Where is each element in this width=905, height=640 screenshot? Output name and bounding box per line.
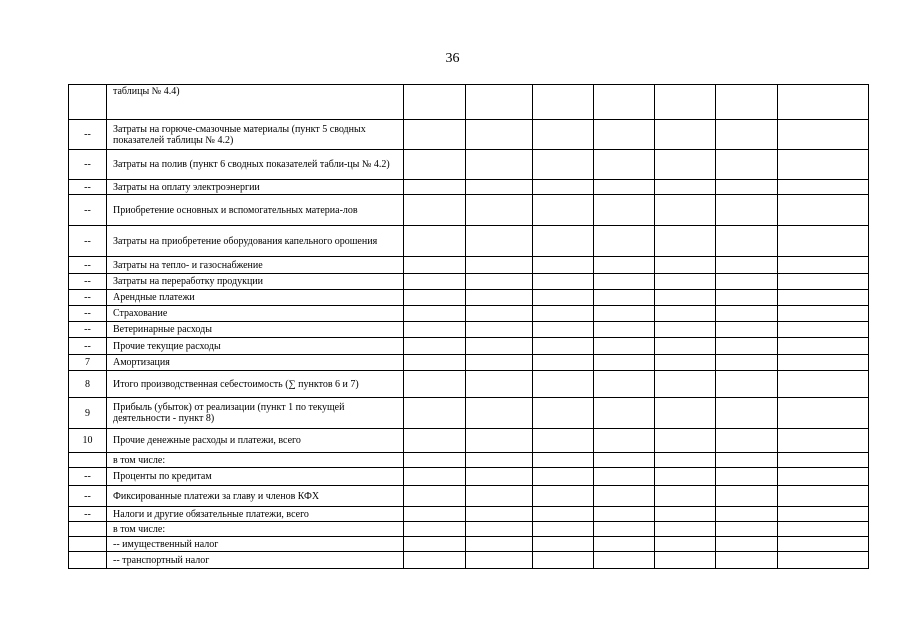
table-row <box>69 257 869 274</box>
row-number-cell: -- <box>69 120 107 150</box>
empty-value-cell <box>404 453 466 468</box>
empty-value-cell <box>655 429 716 453</box>
empty-value-cell <box>655 180 716 195</box>
row-label-cell: -- транспортный налог <box>107 552 404 569</box>
empty-value-cell <box>594 226 655 257</box>
empty-value-cell <box>404 180 466 195</box>
empty-value-cell <box>594 338 655 355</box>
empty-value-cell <box>716 274 778 290</box>
empty-value-cell <box>404 150 466 180</box>
row-number-cell: -- <box>69 180 107 195</box>
empty-value-cell <box>533 226 594 257</box>
empty-value-cell <box>466 257 533 274</box>
empty-value-cell <box>466 429 533 453</box>
empty-value-cell <box>466 552 533 569</box>
empty-value-cell <box>594 371 655 398</box>
row-label-cell: Страхование <box>107 306 404 322</box>
empty-value-cell <box>404 85 466 120</box>
empty-value-cell <box>778 180 869 195</box>
empty-value-cell <box>533 257 594 274</box>
empty-value-cell <box>533 290 594 306</box>
empty-value-cell <box>778 306 869 322</box>
empty-value-cell <box>594 453 655 468</box>
row-label-cell: Затраты на приобретение оборудования капельного орошения <box>107 226 404 257</box>
empty-value-cell <box>404 522 466 537</box>
empty-value-cell <box>778 398 869 429</box>
table-row <box>69 180 869 195</box>
empty-value-cell <box>655 322 716 338</box>
empty-value-cell <box>466 226 533 257</box>
row-number-cell <box>69 522 107 537</box>
row-number-cell: -- <box>69 195 107 226</box>
empty-value-cell <box>716 355 778 371</box>
table-row <box>69 398 869 429</box>
empty-value-cell <box>778 338 869 355</box>
empty-value-cell <box>404 507 466 522</box>
empty-value-cell <box>716 371 778 398</box>
empty-value-cell <box>404 195 466 226</box>
empty-value-cell <box>655 274 716 290</box>
empty-value-cell <box>466 398 533 429</box>
empty-value-cell <box>404 226 466 257</box>
row-label-cell: Итого производственная себестоимость (∑ пунктов 6 и 7) <box>107 371 404 398</box>
empty-value-cell <box>533 468 594 486</box>
row-label-cell: Затраты на оплату электроэнергии <box>107 180 404 195</box>
empty-value-cell <box>655 537 716 552</box>
empty-value-cell <box>594 195 655 226</box>
empty-value-cell <box>778 453 869 468</box>
empty-value-cell <box>778 552 869 569</box>
empty-value-cell <box>533 522 594 537</box>
empty-value-cell <box>404 552 466 569</box>
row-number-cell: -- <box>69 257 107 274</box>
empty-value-cell <box>466 306 533 322</box>
row-number-cell: 8 <box>69 371 107 398</box>
empty-value-cell <box>466 453 533 468</box>
empty-value-cell <box>533 306 594 322</box>
row-number-cell: -- <box>69 290 107 306</box>
empty-value-cell <box>655 507 716 522</box>
empty-value-cell <box>404 429 466 453</box>
empty-value-cell <box>404 274 466 290</box>
row-label-cell: Затраты на полив (пункт 6 сводных показателей табли-цы № 4.2) <box>107 150 404 180</box>
table-row <box>69 429 869 453</box>
row-number-cell <box>69 453 107 468</box>
empty-value-cell <box>533 338 594 355</box>
empty-value-cell <box>655 150 716 180</box>
row-label-cell: Прочие денежные расходы и платежи, всего <box>107 429 404 453</box>
empty-value-cell <box>716 120 778 150</box>
empty-value-cell <box>404 486 466 507</box>
empty-value-cell <box>594 150 655 180</box>
row-label-cell: Прибыль (убыток) от реализации (пункт 1 по текущей деятельности - пункт 8) <box>107 398 404 429</box>
empty-value-cell <box>533 429 594 453</box>
empty-value-cell <box>778 371 869 398</box>
empty-value-cell <box>778 226 869 257</box>
row-label-cell: Налоги и другие обязательные платежи, всего <box>107 507 404 522</box>
empty-value-cell <box>778 290 869 306</box>
empty-value-cell <box>466 195 533 226</box>
empty-value-cell <box>716 537 778 552</box>
empty-value-cell <box>533 486 594 507</box>
empty-value-cell <box>533 507 594 522</box>
table-row <box>69 537 869 552</box>
empty-value-cell <box>404 338 466 355</box>
row-label-cell: Арендные платежи <box>107 290 404 306</box>
empty-value-cell <box>404 322 466 338</box>
table-row <box>69 355 869 371</box>
empty-value-cell <box>716 507 778 522</box>
empty-value-cell <box>716 398 778 429</box>
row-number-cell: -- <box>69 468 107 486</box>
empty-value-cell <box>533 552 594 569</box>
row-number-cell <box>69 537 107 552</box>
table-row <box>69 522 869 537</box>
row-label-cell: в том числе: <box>107 453 404 468</box>
empty-value-cell <box>466 150 533 180</box>
empty-value-cell <box>533 195 594 226</box>
row-label-cell: Прочие текущие расходы <box>107 338 404 355</box>
empty-value-cell <box>533 180 594 195</box>
row-number-cell: -- <box>69 507 107 522</box>
empty-value-cell <box>655 290 716 306</box>
empty-value-cell <box>533 537 594 552</box>
empty-value-cell <box>716 552 778 569</box>
empty-value-cell <box>404 290 466 306</box>
empty-value-cell <box>716 226 778 257</box>
empty-value-cell <box>716 486 778 507</box>
empty-value-cell <box>655 195 716 226</box>
empty-value-cell <box>778 257 869 274</box>
empty-value-cell <box>716 257 778 274</box>
empty-value-cell <box>778 522 869 537</box>
empty-value-cell <box>594 537 655 552</box>
empty-value-cell <box>594 257 655 274</box>
empty-value-cell <box>466 120 533 150</box>
table-row <box>69 150 869 180</box>
empty-value-cell <box>466 371 533 398</box>
table-row <box>69 195 869 226</box>
empty-value-cell <box>716 306 778 322</box>
row-number-cell: -- <box>69 226 107 257</box>
empty-value-cell <box>716 290 778 306</box>
table-row <box>69 226 869 257</box>
empty-value-cell <box>655 453 716 468</box>
empty-value-cell <box>716 322 778 338</box>
table-row <box>69 371 869 398</box>
empty-value-cell <box>716 85 778 120</box>
empty-value-cell <box>778 507 869 522</box>
row-number-cell: 7 <box>69 355 107 371</box>
table-row <box>69 322 869 338</box>
empty-value-cell <box>778 429 869 453</box>
empty-value-cell <box>716 150 778 180</box>
empty-value-cell <box>533 398 594 429</box>
empty-value-cell <box>594 322 655 338</box>
empty-value-cell <box>466 322 533 338</box>
empty-value-cell <box>594 180 655 195</box>
row-number-cell: -- <box>69 486 107 507</box>
empty-value-cell <box>404 355 466 371</box>
empty-value-cell <box>716 522 778 537</box>
empty-value-cell <box>716 180 778 195</box>
empty-value-cell <box>594 468 655 486</box>
row-label-cell: Затраты на горюче-смазочные материалы (пункт 5 сводных показателей таблицы № 4.2) <box>107 120 404 150</box>
empty-value-cell <box>594 290 655 306</box>
empty-value-cell <box>466 468 533 486</box>
empty-value-cell <box>655 257 716 274</box>
empty-value-cell <box>404 257 466 274</box>
empty-value-cell <box>466 180 533 195</box>
empty-value-cell <box>778 486 869 507</box>
row-number-cell: -- <box>69 338 107 355</box>
empty-value-cell <box>594 486 655 507</box>
empty-value-cell <box>655 371 716 398</box>
empty-value-cell <box>655 522 716 537</box>
empty-value-cell <box>716 468 778 486</box>
empty-value-cell <box>404 537 466 552</box>
row-label-cell: Амортизация <box>107 355 404 371</box>
empty-value-cell <box>466 522 533 537</box>
row-label-cell: Затраты на тепло- и газоснабжение <box>107 257 404 274</box>
empty-value-cell <box>778 85 869 120</box>
empty-value-cell <box>778 120 869 150</box>
row-label-cell: Фиксированные платежи за главу и членов КФХ <box>107 486 404 507</box>
empty-value-cell <box>404 371 466 398</box>
empty-value-cell <box>533 150 594 180</box>
row-number-cell: -- <box>69 322 107 338</box>
empty-value-cell <box>655 120 716 150</box>
empty-value-cell <box>466 486 533 507</box>
row-label-cell: в том числе: <box>107 522 404 537</box>
table-row <box>69 507 869 522</box>
empty-value-cell <box>533 355 594 371</box>
empty-value-cell <box>404 398 466 429</box>
empty-value-cell <box>466 507 533 522</box>
empty-value-cell <box>655 338 716 355</box>
empty-value-cell <box>466 290 533 306</box>
empty-value-cell <box>778 355 869 371</box>
empty-value-cell <box>466 355 533 371</box>
table-row <box>69 85 869 120</box>
empty-value-cell <box>533 274 594 290</box>
empty-value-cell <box>466 338 533 355</box>
table-row <box>69 290 869 306</box>
empty-value-cell <box>716 338 778 355</box>
empty-value-cell <box>594 507 655 522</box>
table-row <box>69 453 869 468</box>
empty-value-cell <box>778 322 869 338</box>
empty-value-cell <box>594 120 655 150</box>
empty-value-cell <box>594 355 655 371</box>
row-number-cell <box>69 552 107 569</box>
empty-value-cell <box>594 85 655 120</box>
empty-value-cell <box>778 274 869 290</box>
empty-value-cell <box>533 120 594 150</box>
empty-value-cell <box>655 552 716 569</box>
empty-value-cell <box>533 371 594 398</box>
empty-value-cell <box>594 522 655 537</box>
empty-value-cell <box>716 429 778 453</box>
table-row <box>69 468 869 486</box>
empty-value-cell <box>655 355 716 371</box>
table-body <box>69 85 869 569</box>
empty-value-cell <box>716 195 778 226</box>
empty-value-cell <box>716 453 778 468</box>
row-number-cell <box>69 85 107 120</box>
table-row <box>69 120 869 150</box>
empty-value-cell <box>655 486 716 507</box>
empty-value-cell <box>594 552 655 569</box>
empty-value-cell <box>778 195 869 226</box>
empty-value-cell <box>594 306 655 322</box>
empty-value-cell <box>466 85 533 120</box>
empty-value-cell <box>594 274 655 290</box>
empty-value-cell <box>778 468 869 486</box>
table-row <box>69 552 869 569</box>
row-number-cell: 9 <box>69 398 107 429</box>
row-number-cell: -- <box>69 274 107 290</box>
empty-value-cell <box>594 398 655 429</box>
empty-value-cell <box>466 274 533 290</box>
data-table <box>68 84 869 569</box>
empty-value-cell <box>655 226 716 257</box>
empty-value-cell <box>404 468 466 486</box>
row-label-cell: Приобретение основных и вспомогательных материа-лов <box>107 195 404 226</box>
row-label-cell: Проценты по кредитам <box>107 468 404 486</box>
table-row <box>69 338 869 355</box>
empty-value-cell <box>778 537 869 552</box>
row-label-cell: Ветеринарные расходы <box>107 322 404 338</box>
table-row <box>69 306 869 322</box>
empty-value-cell <box>533 85 594 120</box>
empty-value-cell <box>655 85 716 120</box>
row-label-cell: таблицы № 4.4) <box>107 85 404 120</box>
row-number-cell: 10 <box>69 429 107 453</box>
empty-value-cell <box>404 120 466 150</box>
empty-value-cell <box>655 468 716 486</box>
row-label-cell: -- имущественный налог <box>107 537 404 552</box>
empty-value-cell <box>533 453 594 468</box>
row-number-cell: -- <box>69 150 107 180</box>
empty-value-cell <box>533 322 594 338</box>
table-row <box>69 274 869 290</box>
empty-value-cell <box>778 150 869 180</box>
empty-value-cell <box>655 398 716 429</box>
empty-value-cell <box>655 306 716 322</box>
page-number: 36 <box>445 51 460 66</box>
table-row <box>69 486 869 507</box>
row-number-cell: -- <box>69 306 107 322</box>
row-label-cell: Затраты на переработку продукции <box>107 274 404 290</box>
empty-value-cell <box>466 537 533 552</box>
empty-value-cell <box>594 429 655 453</box>
empty-value-cell <box>404 306 466 322</box>
